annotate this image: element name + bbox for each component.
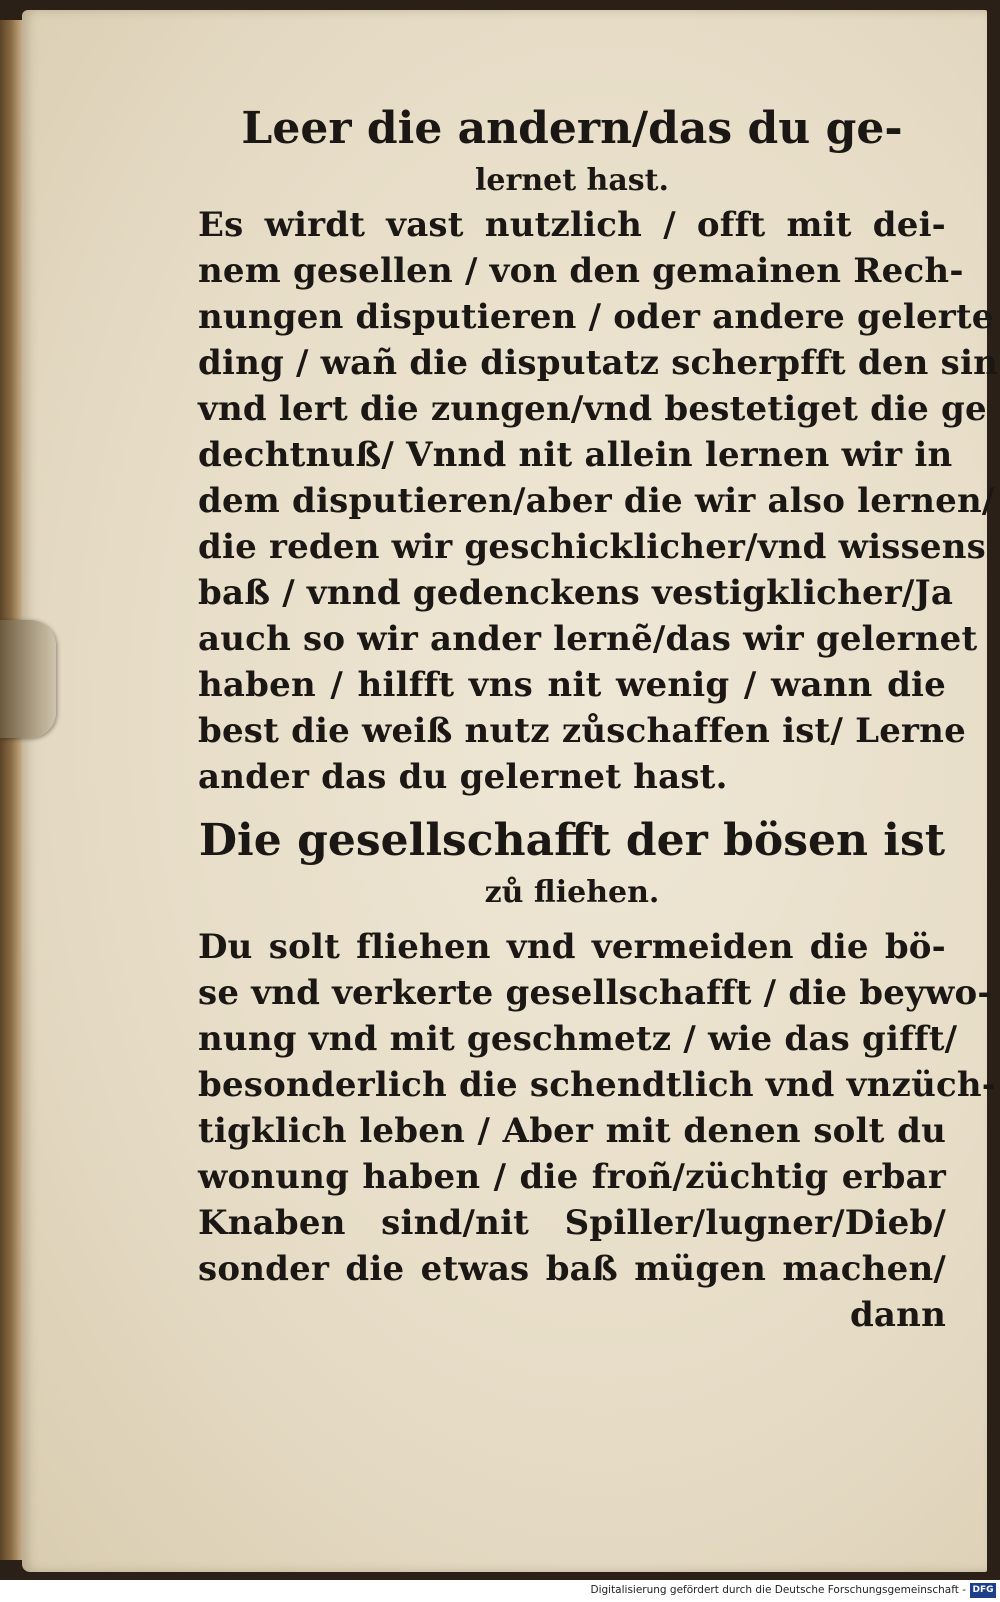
heading-line: Die gesellschafft der bösen ist	[198, 815, 946, 866]
text-line: nungen disputieren / oder andere gelerte	[198, 297, 994, 337]
footer-bar	[0, 1580, 1000, 1602]
text-line: nem gesellen / von den gemainen Rech-	[198, 251, 964, 291]
text-line: se vnd verkerte gesellschafft / die beywo-	[198, 973, 992, 1013]
heading-line: zů fliehen.	[484, 875, 660, 910]
text-line: die reden wir geschicklicher/vnd wissens	[198, 527, 987, 567]
text-line: dechtnuß/ Vnnd nit allein lernen wir in	[198, 435, 953, 475]
text-line: ding / wañ die disputatz scherpfft den sin	[198, 343, 999, 383]
text-line: baß / vnnd gedenckens vestigklicher/Ja	[198, 573, 954, 613]
text-line: dem disputieren/aber die wir also lernen/	[198, 481, 995, 521]
book-clasp	[0, 620, 56, 738]
text-line: haben / hilfft vns nit wenig / wann die	[198, 665, 946, 705]
text-line: auch so wir ander lernẽ/das wir gelernet	[198, 619, 978, 659]
dfg-logo: DFG	[970, 1583, 996, 1598]
text-line: Es wirdt vast nutzlich / offt mit dei-	[198, 205, 946, 245]
page-text	[198, 98, 999, 1338]
text-line: Du solt fliehen vnd vermeiden die bö-	[198, 927, 946, 967]
heading-line: Leer die andern/das du ge-	[241, 103, 903, 154]
text-line: wonung haben / die froñ/züchtig erbar	[198, 1157, 946, 1197]
text-line: sonder die etwas baß mügen machen/	[198, 1249, 946, 1289]
text-line: tigklich leben / Aber mit denen solt du	[198, 1111, 946, 1151]
text-line: Knaben sind/nit Spiller/lugner/Dieb/	[198, 1203, 946, 1243]
footer-credit: Digitalisierung gefördert durch die Deutsche Forschungsgemeinschaft -	[590, 1584, 966, 1596]
text-line: ander das du gelernet hast.	[198, 757, 728, 797]
text-line: best die weiß nutz zůschaffen ist/ Lerne	[198, 711, 966, 751]
heading-line: lernet hast.	[475, 163, 669, 198]
text-line: nung vnd mit geschmetz / wie das gifft/	[198, 1019, 958, 1059]
text-line: vnd lert die zungen/vnd bestetiget die ge	[198, 389, 987, 429]
text-line: besonderlich die schendtlich vnd vnzüch-	[198, 1065, 997, 1105]
catchword: dann	[849, 1295, 946, 1335]
